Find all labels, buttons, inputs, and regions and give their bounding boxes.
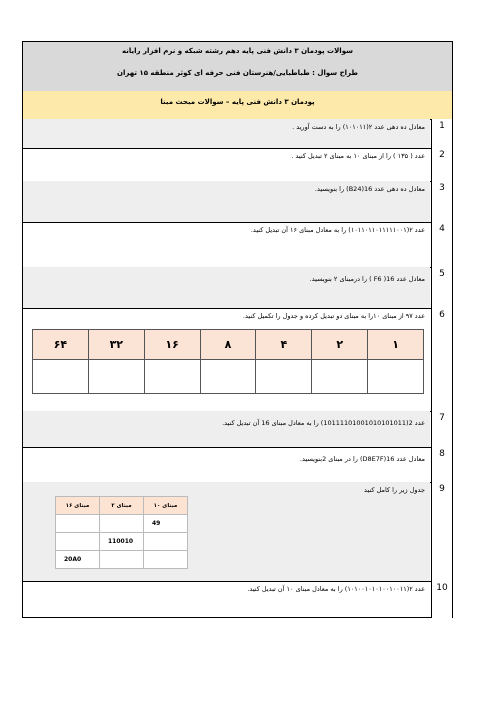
place-value-cell: ۶۴	[33, 330, 89, 360]
table-cell[interactable]	[100, 551, 144, 569]
answer-cell[interactable]	[256, 360, 312, 394]
question-row-7	[23, 411, 452, 448]
question-text: عدد ۹۷ از مبنای ۱۰را به مبنای دو تبدیل کرده و جدول را تکمیل کنید.	[242, 312, 425, 320]
table-cell[interactable]: 110010	[100, 533, 144, 551]
question-number: 1	[431, 119, 452, 148]
question-number: 10	[431, 581, 452, 618]
answer-cell[interactable]	[368, 360, 424, 394]
table-cell[interactable]	[144, 533, 188, 551]
question-text: عدد 2(10111101001010101011) را به معادل مبنای 16 آن تبدیل کنید.	[222, 419, 425, 427]
place-value-cell: ۴	[256, 330, 312, 360]
worksheet-title: سوالات پودمان ۳ دانش فنی پایه دهم رشته شبکه و نرم افزار رایانه	[122, 47, 353, 55]
question-row-1	[23, 119, 452, 149]
answer-cell[interactable]	[200, 360, 256, 394]
question-number: 8	[431, 447, 452, 482]
question-row-2	[23, 148, 452, 182]
question-number: 2	[431, 148, 452, 181]
column-header-base10: مبنای ۱۰	[144, 497, 188, 515]
place-value-cell: ۳۲	[88, 330, 144, 360]
place-value-cell: ۱	[368, 330, 424, 360]
table-cell[interactable]	[100, 515, 144, 533]
table-cell[interactable]: 49	[144, 515, 188, 533]
question-text: معادل عدد 16(D8E7F) را در مبنای 2بنویسید.	[299, 455, 425, 463]
place-value-table	[32, 329, 424, 394]
question-number: 5	[431, 267, 452, 308]
question-row-10	[23, 581, 452, 618]
question-text: عدد ۲(۱۰۱۱۰۱۱۰۱۱۱۱۱۰۰۱) را به معادل مبنای ۱۶ آن تبدیل کنید.	[250, 226, 425, 234]
base-conversion-table	[55, 496, 188, 569]
table-cell[interactable]: 20A0	[56, 551, 100, 569]
question-number: 3	[431, 181, 452, 222]
question-number: 7	[431, 411, 452, 447]
question-row-4	[23, 222, 452, 268]
designer-line: طراح سوال : طباطبایی/هنرستان فنی حرفه ای کوثر منطقه ۱۵ تهران	[117, 69, 358, 77]
answer-cell[interactable]	[33, 360, 89, 394]
table-cell[interactable]	[56, 533, 100, 551]
answer-cell[interactable]	[312, 360, 368, 394]
title-block	[23, 42, 452, 92]
answer-cell[interactable]	[144, 360, 200, 394]
section-title: پودمان ۳ دانش فنی پایه – سوالات مبحث مبنا	[23, 91, 452, 120]
worksheet	[22, 41, 453, 618]
question-row-5	[23, 267, 452, 309]
table-cell[interactable]	[144, 551, 188, 569]
question-text: عدد ۲(۱۰۱۰۰۱۰۱۰۱۰۰۱۰۰۱۱) را به معادل مبنای ۱۰ آن تبدیل کنید.	[247, 585, 425, 593]
place-value-cell: ۲	[312, 330, 368, 360]
column-header-base16: مبنای ۱۶	[56, 497, 100, 515]
question-number: 9	[431, 482, 452, 581]
place-value-cell: ۸	[200, 330, 256, 360]
question-text: معادل ده دهی عدد ۲(۱۰۱۰۱۱) را به دست آورید .	[292, 123, 425, 131]
question-row-9	[23, 482, 452, 582]
question-text: عدد ( ۱۳۵ ) را از مبنای ۱۰ به مبنای ۲ تبدیل کنید .	[291, 152, 425, 160]
question-row-8	[23, 447, 452, 483]
question-number: 4	[431, 222, 452, 267]
answer-cell[interactable]	[88, 360, 144, 394]
question-row-6	[23, 308, 452, 412]
question-text: معادل عدد 16( F6 ) را درمبنای ۲ بنویسید.	[309, 275, 425, 283]
question-number: 6	[431, 308, 452, 411]
question-text: معادل ده دهی عدد 16(B24) را بنویسید.	[314, 185, 425, 193]
question-row-3	[23, 181, 452, 223]
place-value-cell: ۱۶	[144, 330, 200, 360]
column-header-base2: مبنای ۲	[100, 497, 144, 515]
table-cell[interactable]	[56, 515, 100, 533]
question-text: جدول زیر را کامل کنید	[364, 486, 425, 494]
